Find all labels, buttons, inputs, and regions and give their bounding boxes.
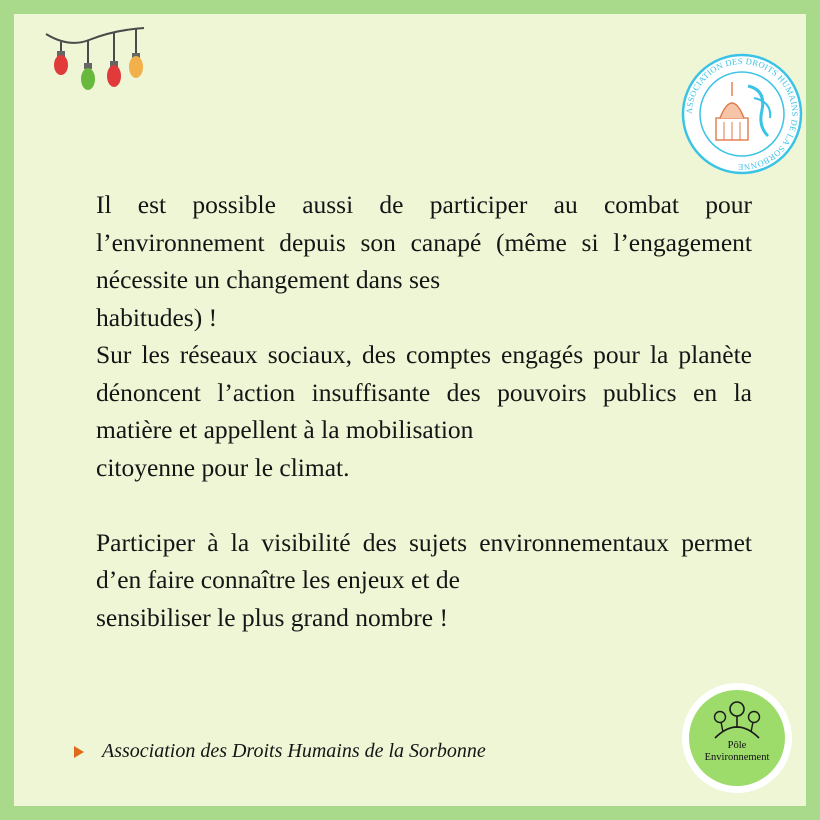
pole-environnement-badge bbox=[682, 683, 792, 793]
paragraph-2-last-line: citoyenne pour le climat. bbox=[96, 452, 350, 482]
triangle-arrow-icon bbox=[74, 746, 84, 758]
badge-label-environnement: Environnement bbox=[704, 752, 770, 763]
christmas-lights-icon bbox=[44, 24, 154, 99]
trees-globe-icon bbox=[707, 698, 767, 740]
paragraph-gap bbox=[96, 486, 752, 524]
seal-ring-text: ASSOCIATION DES DROITS HUMAINS DE LA SORBONNE bbox=[683, 55, 801, 173]
badge-label-pole: Pôle bbox=[727, 740, 747, 751]
footer bbox=[74, 740, 486, 763]
badge-circle bbox=[689, 690, 785, 786]
body-text bbox=[96, 186, 752, 636]
paragraph-1: Il est possible aussi de participer au combat pour l’environnement depuis son canapé (même si l’engagement nécessite un changement dans ses habitudes) ! bbox=[96, 190, 752, 332]
sorbonne-seal-icon bbox=[680, 52, 804, 176]
paragraph-2: Sur les réseaux sociaux, des comptes engagés pour la planète dénoncent l’action insuffisante des pouvoirs publics en la matière et appellent à la mobilisation citoyenne pour le climat. bbox=[96, 340, 752, 482]
post-card bbox=[14, 14, 806, 806]
paragraph-3-last-line: sensibiliser le plus grand nombre ! bbox=[96, 602, 448, 632]
association-name: Association des Droits Humains de la Sorbonne bbox=[102, 740, 486, 762]
paragraph-1-last-line: habitudes) ! bbox=[96, 302, 218, 332]
paragraph-3: Participer à la visibilité des sujets environnementaux permet d’en faire connaître les enjeux et de sensibiliser le plus grand nombre ! bbox=[96, 527, 752, 632]
